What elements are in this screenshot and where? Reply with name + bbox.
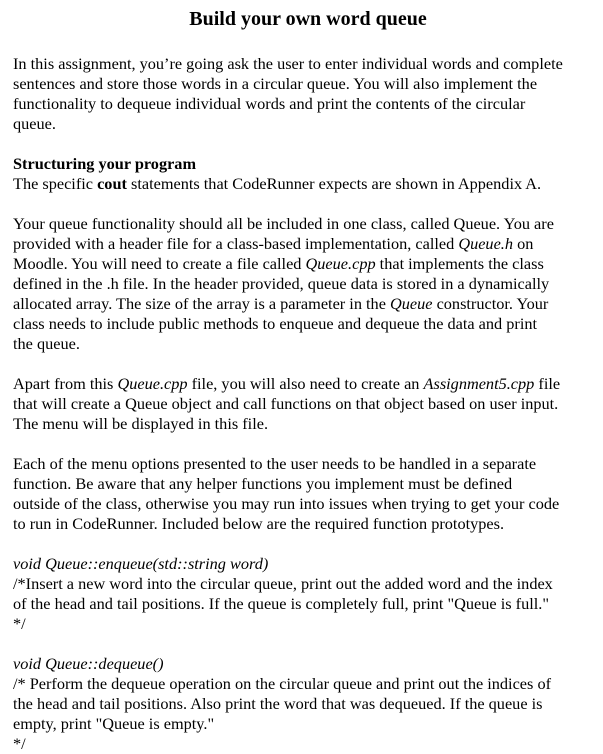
intro-paragraph [13, 54, 603, 134]
text-line [13, 474, 603, 494]
italic-text: Queue.cpp [117, 374, 188, 393]
text-run: Moodle. You will need to create a file called [13, 254, 306, 273]
text-run: file, you will also need to create an [187, 374, 424, 393]
text-line [13, 254, 603, 274]
text-run: functionality to dequeue individual words and print the contents of the circular [13, 94, 526, 113]
text-line [13, 414, 603, 434]
text-line [13, 394, 603, 414]
text-run: The specific [13, 174, 98, 193]
text-run: /*Insert a new word into the circular queue, print out the added word and the index [13, 574, 553, 593]
text-line [13, 334, 603, 354]
text-line [13, 694, 603, 714]
text-line [13, 54, 603, 74]
italic-text: void Queue::dequeue() [13, 654, 164, 673]
assignment-file-paragraph [13, 374, 603, 434]
text-run: class needs to include public methods to enqueue and dequeue the data and print [13, 314, 538, 333]
text-run: Each of the menu options presented to the user needs to be handled in a separate [13, 454, 537, 473]
text-run: the head and tail positions. Also print the word that was dequeued. If the queue is [13, 694, 543, 713]
menu-options-paragraph [13, 454, 603, 534]
queue-class-paragraph [13, 214, 603, 354]
text-run: provided with a header file for a class-based implementation, called [13, 234, 459, 253]
structuring-section [13, 154, 603, 194]
text-run: sentences and store those words in a circular queue. You will also implement the [13, 74, 538, 93]
text-line [13, 654, 603, 674]
text-run: that will create a Queue object and call functions on that object based on user input. [13, 394, 559, 413]
document-body [13, 54, 603, 754]
text-run: constructor. Your [432, 294, 549, 313]
italic-text: Queue [390, 294, 433, 313]
text-line [13, 294, 603, 314]
italic-text: void Queue::enqueue(std::string word) [13, 554, 269, 573]
text-line [13, 494, 603, 514]
bold-text: Structuring your program [13, 154, 197, 173]
text-line [13, 94, 603, 114]
text-line [13, 274, 603, 294]
bold-text: cout [97, 174, 127, 193]
text-run: the queue. [13, 334, 80, 353]
text-line [13, 674, 603, 694]
text-line [13, 234, 603, 254]
text-run: on [513, 234, 534, 253]
text-run: defined in the .h file. In the header provided, queue data is stored in a dynamically [13, 274, 550, 293]
text-run: queue. [13, 114, 56, 133]
text-line [13, 174, 603, 194]
text-run: statements that CodeRunner expects are shown in Appendix A. [126, 174, 542, 193]
italic-text: Queue.h [458, 234, 514, 253]
text-run: that implements the class [375, 254, 544, 273]
text-line [13, 614, 603, 634]
text-run: to run in CodeRunner. Included below are the required function prototypes. [13, 514, 505, 533]
dequeue-prototype [13, 654, 603, 754]
italic-text: Queue.cpp [305, 254, 376, 273]
text-line [13, 114, 603, 134]
text-run: Your queue functionality should all be included in one class, called Queue. You are [13, 214, 554, 233]
text-run: allocated array. The size of the array is a parameter in the [13, 294, 390, 313]
text-line [13, 574, 603, 594]
text-run: empty, print "Queue is empty." [13, 714, 215, 733]
text-run: of the head and tail positions. If the queue is completely full, print "Queue is full." [13, 594, 549, 613]
page-title: Build your own word queue [189, 8, 427, 30]
text-line [13, 154, 603, 174]
text-run: /* Perform the dequeue operation on the circular queue and print out the indices of [13, 674, 552, 693]
text-run: file [534, 374, 561, 393]
text-line [13, 454, 603, 474]
text-run: Apart from this [13, 374, 118, 393]
text-line [13, 74, 603, 94]
text-run: function. Be aware that any helper functions you implement must be defined [13, 474, 513, 493]
text-line [13, 314, 603, 334]
text-run: */ [13, 734, 26, 753]
text-line [13, 594, 603, 614]
text-line [13, 714, 603, 734]
text-line [13, 214, 603, 234]
text-run: outside of the class, otherwise you may run into issues when trying to get your code [13, 494, 560, 513]
italic-text: Assignment5.cpp [423, 374, 535, 393]
text-line [13, 734, 603, 754]
text-run: In this assignment, you’re going ask the user to enter individual words and complete [13, 54, 563, 73]
text-line [13, 374, 603, 394]
enqueue-prototype [13, 554, 603, 634]
text-run: The menu will be displayed in this file. [13, 414, 269, 433]
text-line [13, 554, 603, 574]
text-run: */ [13, 614, 26, 633]
text-line [13, 514, 603, 534]
